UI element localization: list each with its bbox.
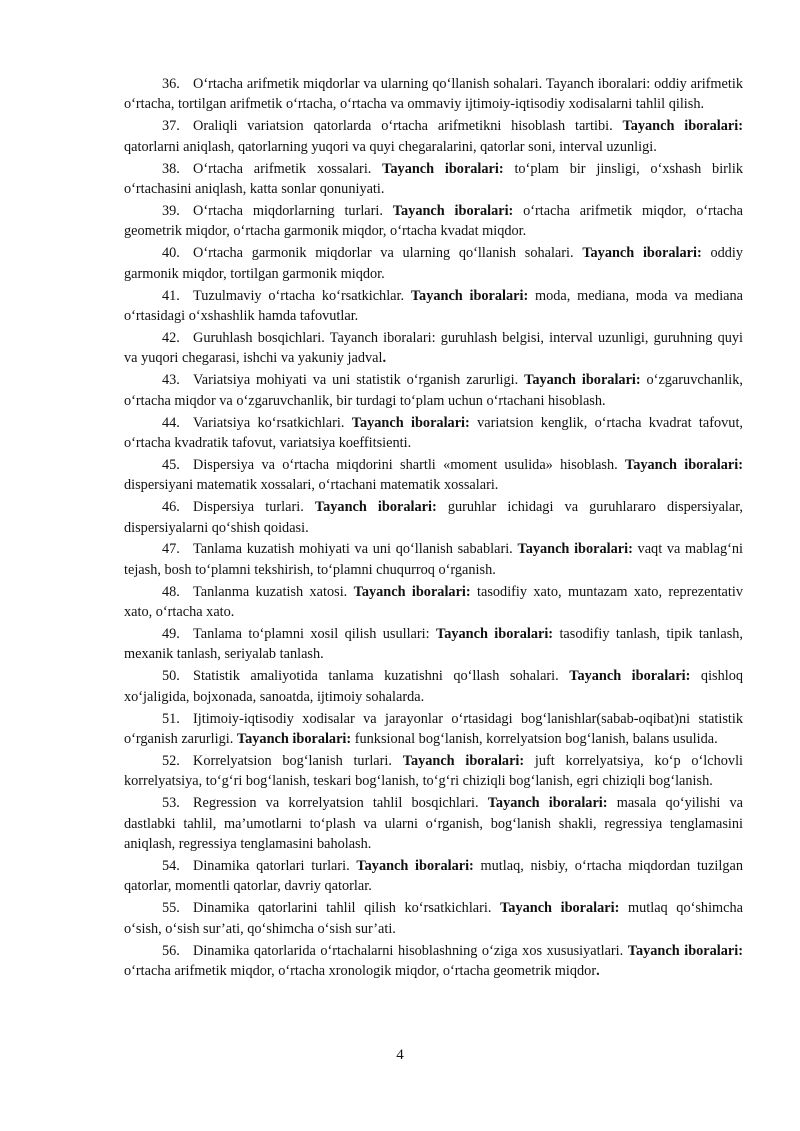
topic-item bbox=[124, 116, 743, 157]
key-phrases-text: guruhlar ichidagi va guruhlararo dispersiyalar, dispersiyalarni qo‘shish qoidasi. bbox=[124, 499, 744, 536]
key-phrases-label: Tayanch iboralari: bbox=[329, 329, 436, 346]
key-phrases-label: Tayanch iboralari: bbox=[517, 541, 633, 558]
topic-title: Variatsiya mohiyati va uni statistik o‘rganish zarurligi. bbox=[193, 372, 519, 389]
topic-number: 38. bbox=[162, 160, 180, 177]
topic-item bbox=[124, 201, 743, 242]
topic-item bbox=[124, 941, 743, 982]
key-phrases-label: Tayanch iboralari: bbox=[622, 118, 743, 135]
topic-item bbox=[124, 709, 743, 750]
topic-title: O‘rtacha garmonik miqdorlar va ularning qo‘llanish sohalari. bbox=[193, 245, 574, 262]
key-phrases-label: Tayanch iboralari bbox=[545, 76, 647, 92]
key-phrases-label: Tayanch iboralari: bbox=[582, 245, 702, 262]
key-phrases-text: mutlaq, nisbiy, o‘rtacha miqdordan tuzilgan qatorlar, momentli qatorlar, davriy qatorlar. bbox=[124, 858, 744, 895]
topic-title: Regression va korrelyatsion tahlil bosqichlari. bbox=[193, 795, 479, 812]
topic-number: 47. bbox=[162, 541, 180, 558]
topic-list bbox=[124, 74, 743, 981]
topic-item bbox=[124, 413, 743, 454]
topic-item bbox=[124, 666, 743, 707]
topic-title: Dispersiya turlari. bbox=[193, 499, 304, 516]
topic-item bbox=[124, 243, 743, 284]
topic-title: Tanlama kuzatish mohiyati va uni qo‘llanish sabablari. bbox=[193, 541, 513, 558]
key-phrases-label: Tayanch iboralari: bbox=[351, 414, 470, 431]
topic-item bbox=[124, 898, 743, 939]
key-phrases-text: moda, mediana, moda va mediana o‘rtasidagi o‘xshashlik hamda tafovutlar. bbox=[124, 287, 744, 324]
key-phrases-label: Tayanch iboralari: bbox=[382, 160, 504, 177]
topic-title: Oraliqli variatsion qatorlarda o‘rtacha arifmetikni hisoblash tartibi. bbox=[193, 118, 613, 135]
topic-number: 56. bbox=[162, 942, 180, 959]
key-phrases-text: qatorlarni aniqlash, qatorlarning yuqori va quyi chegaralarini, qatorlar soni, interval uzunligi. bbox=[124, 138, 657, 155]
key-phrases-label: Tayanch iboralari: bbox=[402, 753, 525, 769]
topic-number: 52. bbox=[162, 753, 180, 769]
topic-number: 53. bbox=[162, 795, 180, 812]
key-phrases-label: Tayanch iboralari: bbox=[410, 287, 529, 304]
key-phrases-text: oddiy garmonik miqdor, tortilgan garmonik miqdor. bbox=[124, 245, 744, 282]
key-phrases-label: Tayanch iboralari: bbox=[435, 626, 554, 643]
topic-title: Dinamika qatorlarida o‘rtachalarni hisoblashning o‘ziga xos xususiyatlari. bbox=[193, 942, 624, 959]
topic-item bbox=[124, 793, 743, 854]
key-phrases-label: Tayanch iboralari: bbox=[487, 795, 608, 812]
key-phrases-label: Tayanch iboralari: bbox=[500, 900, 620, 917]
topic-item bbox=[124, 582, 743, 623]
key-phrases-text: juft korrelyatsiya, ko‘p o‘lchovli korrelyatsiya, to‘g‘ri bog‘lanish, teskari bog‘lanish, to‘g‘ri chiziqli bog‘lanish, egri chiziqli bog‘lanish. bbox=[124, 753, 744, 790]
topic-number: 46. bbox=[162, 499, 180, 516]
label-suffix: : bbox=[646, 76, 651, 92]
topic-item bbox=[124, 455, 743, 496]
topic-title: O‘rtacha miqdorlarning turlari. bbox=[193, 202, 383, 219]
key-phrases-text: qishloq xo‘jaligida, bojxonada, sanoatda, ijtimoiy sohalarda. bbox=[124, 668, 744, 705]
key-phrases-label: Tayanch iboralari: bbox=[236, 731, 352, 748]
topic-number: 41. bbox=[162, 287, 180, 304]
topic-item bbox=[124, 539, 743, 580]
topic-number: 48. bbox=[162, 583, 180, 600]
topic-number: 37. bbox=[162, 118, 180, 135]
page-number: 4 bbox=[396, 1047, 404, 1063]
topic-title: Tuzulmaviy o‘rtacha ko‘rsatkichlar. bbox=[193, 287, 405, 304]
key-phrases-label: Tayanch iboralari: bbox=[392, 202, 514, 219]
key-phrases-text: o‘rtacha arifmetik miqdor, o‘rtacha geometrik miqdor, o‘rtacha garmonik miqdor, o‘rtacha kvadat miqdor. bbox=[124, 202, 743, 240]
topic-title: Korrelyatsion bog‘lanish turlari. bbox=[193, 753, 392, 769]
topic-number: 45. bbox=[162, 456, 180, 473]
topic-number: 51. bbox=[162, 710, 180, 727]
topic-title: Ijtimoiy-iqtisodiy xodisalar va jarayonlar o‘rtasidagi bog‘lanishlar(sabab-oqibat)ni statistik o‘rganish zarurligi. bbox=[124, 710, 743, 748]
topic-item bbox=[124, 751, 743, 792]
topic-title: O‘rtacha arifmetik xossalari. bbox=[193, 160, 372, 177]
topic-item bbox=[124, 370, 743, 411]
topic-item bbox=[124, 497, 743, 538]
key-phrases-text: variatsion kenglik, o‘rtacha kvadrat tafovut, o‘rtacha kvadratik tafovut, variatsiya koeffitsienti. bbox=[124, 414, 744, 451]
key-phrases-label: Tayanch iboralari: bbox=[356, 858, 474, 875]
key-phrases-text: vaqt va mablag‘ni tejash, bosh to‘plamni tekshirish, to‘plamni chuqurroq o‘rganish. bbox=[124, 541, 743, 578]
topic-number: 50. bbox=[162, 668, 180, 685]
topic-title: Variatsiya ko‘rsatkichlari. bbox=[193, 414, 345, 431]
topic-number: 55. bbox=[162, 900, 180, 917]
topic-title: Dinamika qatorlari turlari. bbox=[193, 858, 350, 875]
key-phrases-label: Tayanch iboralari: bbox=[625, 456, 743, 473]
key-phrases-label: Tayanch iboralari: bbox=[314, 499, 437, 516]
key-phrases-text: mutlaq qo‘shimcha o‘sish, o‘sish sur’ati, qo‘shimcha o‘sish sur’ati. bbox=[124, 900, 744, 937]
key-phrases-text: o‘zgaruvchanlik, o‘rtacha miqdor va o‘zgaruvchanlik, bir turdagi to‘plam uchun o‘rtachani hisoblash. bbox=[124, 372, 743, 409]
key-phrases-text: funksional bog‘lanish, korrelyatsion bog‘lanish, balans usulida. bbox=[354, 731, 718, 748]
topic-number: 43. bbox=[162, 372, 180, 389]
topic-item bbox=[124, 624, 743, 665]
topic-number: 36. bbox=[162, 76, 180, 92]
topic-number: 54. bbox=[162, 858, 180, 875]
topic-item bbox=[124, 856, 743, 897]
topic-number: 40. bbox=[162, 245, 180, 262]
end-punctuation: . bbox=[596, 963, 600, 980]
topic-number: 44. bbox=[162, 414, 180, 431]
topic-number: 39. bbox=[162, 202, 180, 219]
topic-title: Tanlama to‘plamni xosil qilish usullari: bbox=[193, 626, 430, 643]
topic-number: 49. bbox=[162, 626, 180, 643]
end-punctuation: . bbox=[382, 350, 387, 367]
topic-number: 42. bbox=[162, 329, 180, 346]
topic-title: Dispersiya va o‘rtacha miqdorini shartli «moment usulida» hisoblash. bbox=[193, 456, 618, 473]
topic-title: O‘rtacha arifmetik miqdorlar va ularning qo‘llanish sohalari. bbox=[193, 76, 543, 92]
key-phrases-label: Tayanch iboralari: bbox=[524, 372, 641, 389]
key-phrases-text: tasodifiy xato, muntazam xato, reprezentativ xato, o‘rtacha xato. bbox=[124, 583, 743, 621]
key-phrases-label: Tayanch iboralari: bbox=[627, 942, 743, 959]
key-phrases-text: masala qo‘yilishi va dastlabki tahlil, ma’umotlarni to‘plash va ularni o‘rganish, bog‘lanish shakli, regressiya tenglamasini aniqlash, regressiya tenglamasini baholash. bbox=[124, 795, 743, 853]
topic-title: Tanlanma kuzatish xatosi. bbox=[193, 583, 348, 600]
key-phrases-label: Tayanch iboralari: bbox=[353, 583, 471, 600]
topic-item bbox=[124, 286, 743, 327]
key-phrases-label: Tayanch iboralari: bbox=[569, 668, 691, 685]
topic-item bbox=[124, 159, 743, 200]
key-phrases-text: dispersiyani matematik xossalari, o‘rtachani matematik xossalari. bbox=[124, 477, 499, 494]
key-phrases-text: to‘plam bir jinsligi, o‘xshash birlik o‘rtachasini aniqlash, katta sonlar qonuniyati. bbox=[124, 160, 744, 198]
topic-item bbox=[124, 328, 743, 369]
key-phrases-text: guruhlash belgisi, interval uzunligi, guruhning quyi va yuqori chegarasi, ishchi va yakuniy jadval bbox=[124, 329, 743, 367]
key-phrases-text: tasodifiy tanlash, tipik tanlash, mexanik tanlash, seriyalab tanlash. bbox=[124, 626, 743, 663]
topic-title: Statistik amaliyotida tanlama kuzatishni qo‘llash sohalari. bbox=[193, 668, 559, 685]
topic-item bbox=[124, 74, 743, 115]
key-phrases-text: o‘rtacha arifmetik miqdor, o‘rtacha xronologik miqdor, o‘rtacha geometrik miqdor bbox=[124, 963, 597, 980]
key-phrases-text: oddiy arifmetik o‘rtacha, tortilgan arifmetik o‘rtacha, o‘rtacha va ommaviy ijtimoiy-iqtisodiy xodisalarni tahlil qilish. bbox=[124, 76, 743, 113]
topic-title: Dinamika qatorlarini tahlil qilish ko‘rsatkichlari. bbox=[193, 900, 492, 917]
topic-title: Guruhlash bosqichlari. bbox=[193, 329, 325, 346]
